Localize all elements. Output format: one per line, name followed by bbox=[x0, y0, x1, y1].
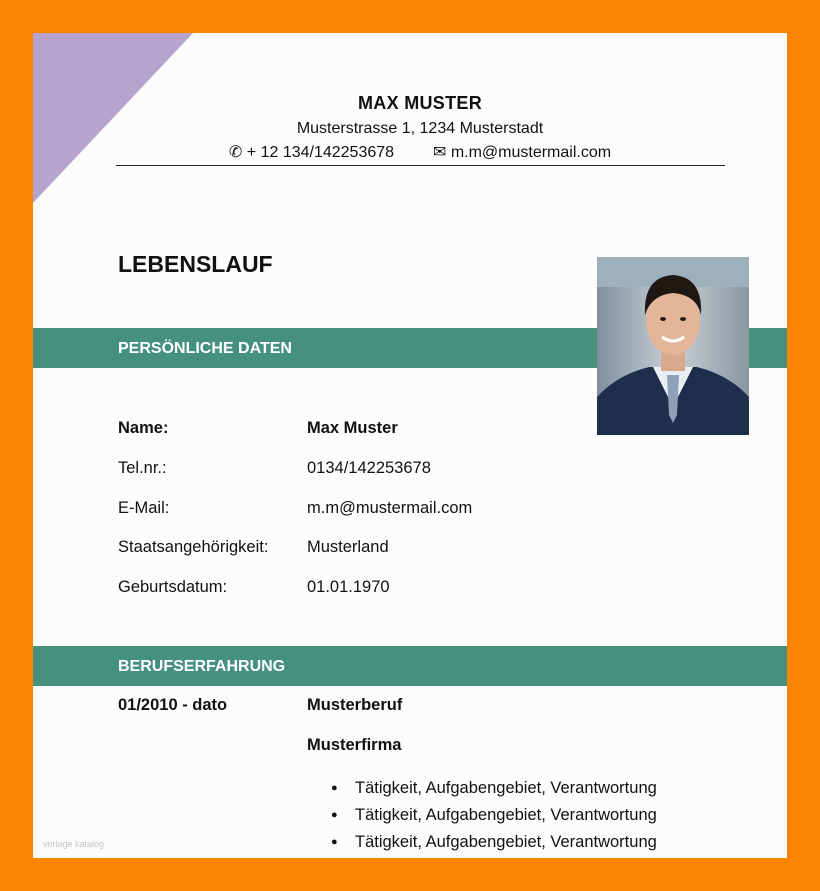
personal-value: Musterland bbox=[307, 538, 389, 556]
list-item: ● Tätigkeit, Aufgabengebiet, Verantwortung bbox=[331, 802, 657, 829]
personal-row-birthdate bbox=[118, 578, 390, 597]
experience-period: 01/2010 - dato bbox=[118, 696, 228, 714]
header-divider bbox=[116, 165, 725, 166]
experience-entry bbox=[118, 696, 402, 715]
header-address: Musterstrasse 1, 1234 Musterstadt bbox=[296, 120, 544, 137]
experience-job: Musterberuf bbox=[307, 696, 403, 714]
personal-value: 01.01.1970 bbox=[307, 578, 390, 596]
experience-company bbox=[307, 736, 401, 755]
personal-value: m.m@mustermail.com bbox=[307, 499, 473, 517]
personal-row-email bbox=[118, 499, 472, 518]
profile-photo bbox=[597, 257, 749, 435]
envelope-icon: ✉ bbox=[432, 144, 447, 161]
watermark: vorlage katalog bbox=[43, 839, 105, 849]
header-email: m.m@mustermail.com bbox=[450, 144, 612, 161]
section-heading-personal: PERSÖNLICHE DATEN bbox=[118, 340, 292, 357]
header-name: MAX MUSTER bbox=[358, 93, 482, 113]
task-list bbox=[331, 775, 657, 856]
personal-value: Max Muster bbox=[307, 419, 398, 437]
phone-icon: ✆ bbox=[228, 144, 243, 161]
personal-label: Geburtsdatum: bbox=[118, 578, 228, 596]
cv-header bbox=[33, 93, 787, 162]
personal-label: Staatsangehörigkeit: bbox=[118, 538, 269, 556]
personal-label: E-Mail: bbox=[118, 499, 170, 517]
personal-value: 0134/142253678 bbox=[307, 459, 431, 477]
page-title: LEBENSLAUF bbox=[118, 251, 273, 277]
section-band-experience bbox=[33, 646, 787, 686]
personal-row-phone bbox=[118, 459, 431, 478]
personal-row-nationality bbox=[118, 538, 389, 557]
personal-label: Tel.nr.: bbox=[118, 459, 167, 477]
list-item: ● Tätigkeit, Aufgabengebiet, Verantwortung bbox=[331, 829, 657, 856]
experience-company-label: Musterfirma bbox=[307, 736, 402, 754]
header-contact bbox=[33, 142, 787, 162]
header-phone: + 12 134/142253678 bbox=[246, 144, 395, 161]
personal-row-name bbox=[118, 419, 398, 438]
section-heading-experience: BERUFSERFAHRUNG bbox=[118, 658, 286, 675]
cv-page bbox=[33, 33, 787, 858]
personal-label: Name: bbox=[118, 419, 169, 437]
list-item: ● Tätigkeit, Aufgabengebiet, Verantwortung bbox=[331, 775, 657, 802]
